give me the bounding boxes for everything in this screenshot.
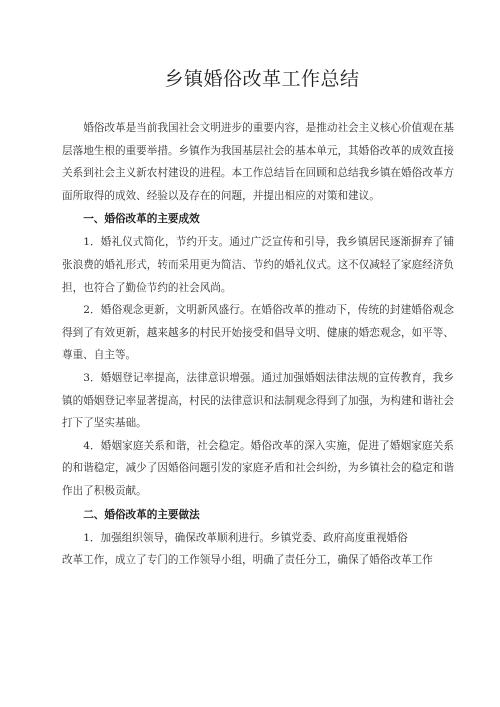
section-heading-achievements: 一、婚俗改革的主要成效: [83, 213, 200, 226]
achievement-item-4: 4．婚姻家庭关系和谐，社会稳定。婚俗改革的深入实施，促进了婚姻家庭关系的和谐稳定，减少了因婚俗问题引发的家庭矛盾和社会纠纷，为乡镇社会的稳定和谐作出了积极贡献。: [62, 439, 454, 497]
achievement-item-2: 2．婚俗观念更新，文明新风盛行。在婚俗改革的推动下，传统的封建婚俗观念得到了有效更新，越来越多的村民开始接受和倡导文明、健康的婚恋观念，如平等、尊重、自主等。: [62, 304, 454, 362]
intro-paragraph: 婚俗改革是当前我国社会文明进步的重要内容，是推动社会主义核心价值观在基层落地生根的重要举措。乡镇作为我国基层社会的基本单元，其婚俗改革的成效直接关系到社会主义新农村建设的进程。本工作总结旨在回顾和总结我乡镇在婚俗改革方面所取得的成效、经验以及存在的问题，并提出相应的对策和建议。: [62, 122, 454, 202]
method-item-1-line-1: 1．加强组织领导，确保改革顺利进行。乡镇党委、政府高度重视婚俗: [83, 531, 408, 544]
method-item-1-line-2: 改革工作，成立了专门的工作领导小组，明确了责任分工，确保了婚俗改革工作: [62, 554, 433, 567]
achievement-item-3: 3．婚姻登记率提高，法律意识增强。通过加强婚姻法律法规的宣传教育，我乡镇的婚姻登记率显著提高，村民的法律意识和法制观念得到了加强，为构建和谐社会打下了坚实基础。: [62, 371, 454, 430]
section-heading-methods: 二、婚俗改革的主要做法: [83, 508, 200, 521]
document-title: 乡镇婚俗改革工作总结: [164, 68, 360, 90]
achievement-item-1: 1．婚礼仪式简化，节约开支。通过广泛宣传和引导，我乡镇居民逐渐摒弃了铺张浪费的婚礼形式，转而采用更为简洁、节约的婚礼仪式。这不仅减轻了家庭经济负担，也符合了勤俭节约的社会风尚。: [62, 236, 454, 294]
